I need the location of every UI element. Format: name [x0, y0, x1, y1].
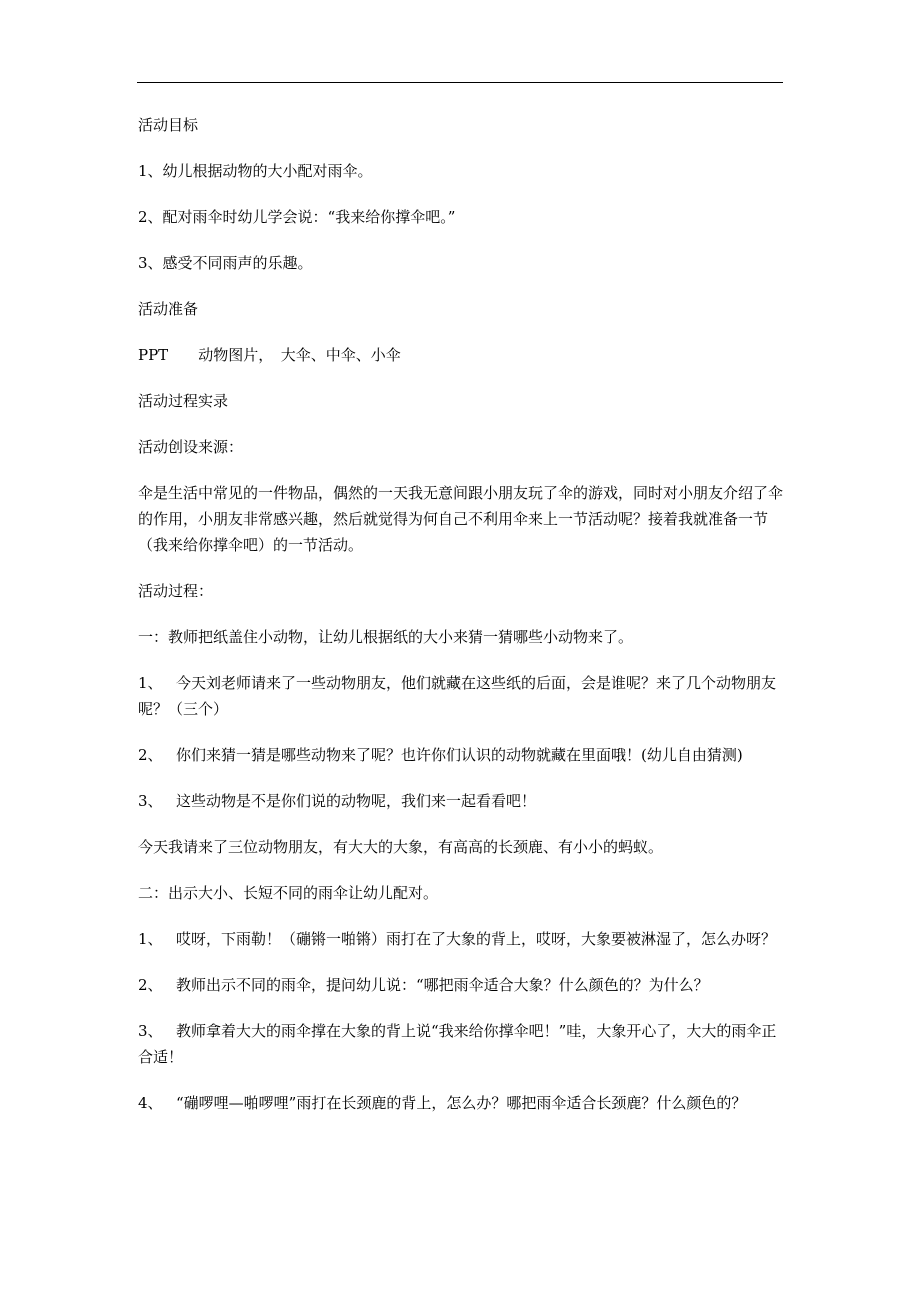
step-text: 哎呀，下雨勒！（磞锵一啪锵）雨打在了大象的背上，哎呀，大象要被淋湿了，怎么办呀？: [176, 930, 777, 948]
step-item: [138, 788, 788, 814]
heading-activity-record: 活动过程实录: [138, 392, 229, 410]
step-number: 2、: [138, 976, 163, 994]
step-text: “磞啰哩—啪啰哩”雨打在长颈鹿的背上，怎么办？哪把雨伞适合长颈鹿？什么颜色的？: [176, 1094, 747, 1112]
preparation-list: PPT 动物图片， 大伞、中伞、小伞: [138, 346, 401, 364]
step-number: 1、: [138, 930, 163, 948]
step-number: 3、: [138, 1022, 163, 1040]
heading-activity-goals: 活动目标: [138, 116, 199, 134]
goal-item: 1、幼儿根据动物的大小配对雨伞。: [138, 162, 373, 180]
step-text: 教师拿着大大的雨伞撑在大象的背上说“我来给你撑伞吧！”哇，大象开心了，大大的雨伞正合适！: [138, 1022, 777, 1066]
step-text: 今天刘老师请来了一些动物朋友，他们就藏在这些纸的后面，会是谁呢？来了几个动物朋友呢？（三个）: [138, 674, 777, 718]
step-two-heading: 二：出示大小、长短不同的雨伞让幼儿配对。: [138, 884, 439, 902]
step-number: 3、: [138, 792, 163, 810]
document-body: [138, 112, 788, 1136]
goal-item: 2、配对雨伞时幼儿学会说：“我来给你撑伞吧。”: [138, 208, 456, 226]
step-item: [138, 1090, 788, 1116]
heading-activity-preparation: 活动准备: [138, 300, 199, 318]
step-item: [138, 1018, 788, 1070]
heading-activity-process: 活动过程：: [138, 582, 214, 600]
step-item: [138, 926, 788, 952]
step-text: 教师出示不同的雨伞，提问幼儿说：“哪把雨伞适合大象？什么颜色的？为什么？: [176, 976, 709, 994]
heading-activity-source: 活动创设来源：: [138, 438, 244, 456]
goal-item: 3、感受不同雨声的乐趣。: [138, 254, 313, 272]
step-item: [138, 742, 788, 768]
step-number: 4、: [138, 1094, 163, 1112]
step-text: 你们来猜一猜是哪些动物来了呢？也许你们认识的动物就藏在里面哦！(幼儿自由猜测): [176, 746, 743, 764]
header-rule: [137, 82, 783, 83]
step-item: [138, 972, 788, 998]
step-item: [138, 670, 788, 722]
step-number: 2、: [138, 746, 163, 764]
source-paragraph: 伞是生活中常见的一件物品，偶然的一天我无意间跟小朋友玩了伞的游戏，同时对小朋友介绍了伞的作用，小朋友非常感兴趣，然后就觉得为何自己不利用伞来上一节活动呢？接着我就准备一节（我来给你撑伞吧）的一节活动。: [138, 484, 784, 554]
step-number: 1、: [138, 674, 163, 692]
animals-paragraph: 今天我请来了三位动物朋友，有大大的大象，有高高的长颈鹿、有小小的蚂蚁。: [138, 838, 664, 856]
step-text: 这些动物是不是你们说的动物呢，我们来一起看看吧！: [176, 792, 537, 810]
step-one-heading: 一：教师把纸盖住小动物，让幼儿根据纸的大小来猜一猜哪些小动物来了。: [138, 628, 634, 646]
